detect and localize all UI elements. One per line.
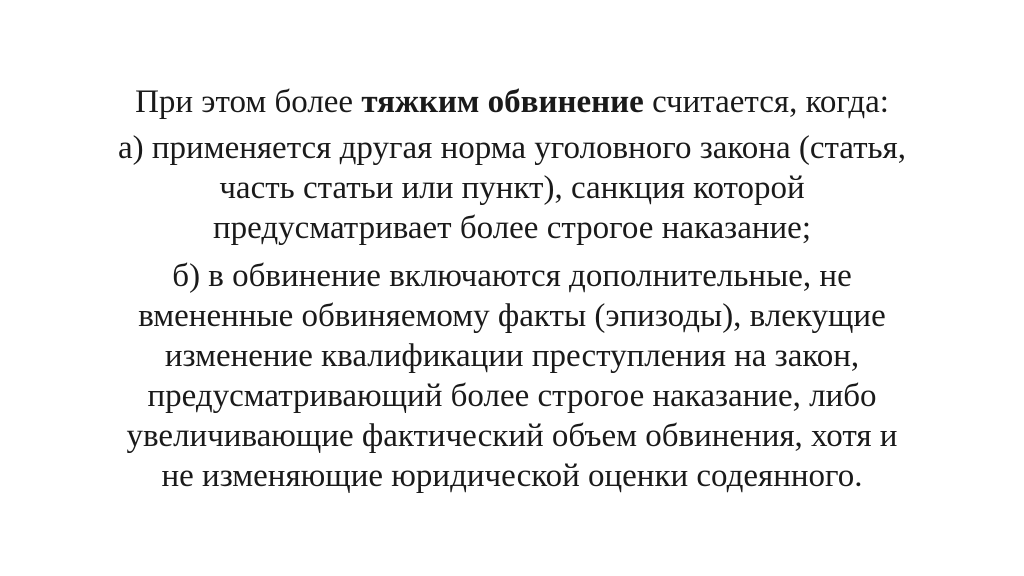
item-b-line: предусматривающий более строгое наказание, либо bbox=[147, 378, 877, 414]
item-b-paragraph bbox=[60, 256, 964, 496]
item-b-line: б) в обвинение включаются дополнительные, не bbox=[172, 258, 852, 294]
intro-prefix: При этом более bbox=[135, 84, 362, 120]
intro-paragraph bbox=[60, 82, 964, 122]
item-a-paragraph bbox=[60, 128, 964, 248]
item-a-line: предусматривает более строгое наказание; bbox=[212, 210, 811, 246]
item-a-line: а) применяется другая норма уголовного закона (статья, bbox=[117, 130, 906, 166]
item-b-line: увеличивающие фактический объем обвинения, хотя и bbox=[126, 418, 898, 454]
intro-suffix: считается, когда: bbox=[643, 84, 889, 120]
item-b-line: изменение квалификации преступления на закон, bbox=[164, 338, 860, 374]
item-b-line: не изменяющие юридической оценки содеянного. bbox=[161, 458, 863, 494]
item-b-line: вмененные обвиняемому факты (эпизоды), влекущие bbox=[138, 298, 886, 334]
intro-emphasis: тяжким обвинение bbox=[361, 84, 644, 120]
item-a-line: часть статьи или пункт), санкция которой bbox=[219, 170, 805, 206]
